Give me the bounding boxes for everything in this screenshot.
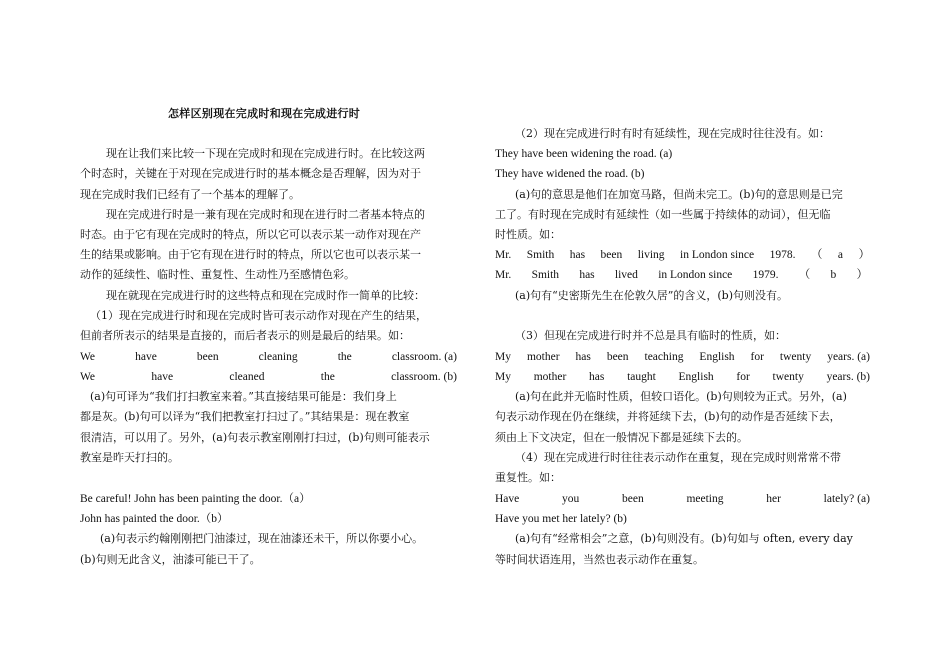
word: been [196, 351, 219, 363]
text-line: (a)句在此并无临时性质，但较口语化。(b)句则较为正式。另外，(a) [515, 390, 847, 403]
example-sentence-b: They have widened the road. (b) [495, 168, 645, 180]
word: ） [858, 249, 870, 261]
word: classroom. [391, 371, 441, 383]
word: been [606, 351, 629, 363]
word: teaching [644, 351, 684, 363]
text-line: 现在就现在完成进行时的这些特点和现在完成时作一简单的比较： [106, 289, 425, 302]
word: cleaning [258, 351, 298, 363]
word: （ [798, 269, 811, 281]
word: in London since [658, 269, 733, 281]
word: English [699, 351, 735, 363]
word: b [830, 269, 837, 281]
word: lived [614, 269, 638, 281]
word: living [637, 249, 665, 261]
word [392, 347, 457, 367]
word: Smith [531, 269, 560, 281]
text-line: (b)句则无此含义，油漆可能已干了。 [80, 553, 261, 566]
word: for [736, 371, 750, 383]
word: classroom. [391, 351, 442, 363]
text-line: 重复性。如： [495, 471, 561, 484]
text-line: 很清洁，可以用了。另外，(a)句表示教室刚刚打扫过，(b)句则可能表示 [80, 431, 430, 444]
word: a [837, 249, 844, 261]
example-sentence-b: Have you met her lately? (b) [495, 513, 627, 525]
word: mother [526, 351, 560, 363]
word: twenty [779, 351, 812, 363]
word: has [569, 249, 586, 261]
word: (a) [857, 351, 870, 363]
text-line: 现在让我们来比较一下现在完成时和现在完成进行时。在比较这两 [106, 147, 425, 160]
text-line: 现在完成时我们已经有了一个基本的理解了。 [80, 188, 300, 201]
word: 1978. [769, 249, 796, 261]
word: been [600, 249, 623, 261]
word: (a) [444, 351, 457, 363]
word: cleaned [229, 371, 265, 383]
word: （ [810, 249, 823, 261]
word: for [750, 351, 764, 363]
word: meeting [686, 493, 724, 505]
text-line: 现在完成进行时是一兼有现在完成时和现在进行时二者基本特点的 [106, 208, 425, 221]
text-line: (a)句表示约翰刚刚把门油漆过，现在油漆还未干，所以你要小心。 [100, 532, 424, 545]
word: has [579, 269, 595, 281]
example-sentence-a [495, 489, 870, 509]
example-sentence-b [495, 367, 870, 387]
section-heading: （3）但现在完成进行时并不总是具有临时的性质，如： [515, 329, 786, 342]
word: twenty [772, 371, 804, 383]
word: Smith [526, 249, 555, 261]
word: lately? [823, 493, 855, 505]
word: her [766, 493, 781, 505]
text-line: 时性质。如： [495, 228, 561, 241]
section-heading: （4）现在完成进行时往往表示动作在重复，现在完成时则常常不带 [515, 451, 841, 464]
word: have [135, 351, 157, 363]
word: (a) [857, 493, 870, 505]
word: English [678, 371, 714, 383]
text-line: 工了。有时现在完成时有延续性（如一些属于持续体的动词），但无临 [495, 208, 831, 221]
text-line: 须由上下文决定，但在一般情况下都是延续下去的。 [495, 431, 748, 444]
text-line: 时态。由于它有现在完成时的特点，所以它可以表示某一动作对现在产 [80, 228, 421, 241]
text-line: (a)句有“经常相会”之意，(b)句则没有。(b)句如与 often, every day [515, 532, 853, 545]
text-line: 但前者所表示的结果是直接的，而后者表示的则是最后的结果。如： [80, 329, 410, 342]
word: We [80, 351, 96, 363]
example-sentence-a: They have been widening the road. (a) [495, 148, 673, 160]
word [827, 347, 870, 367]
word [827, 367, 870, 387]
text-line: 都是灰。(b)句可以译为“我们把教室打扫过了。”其结果是：现在教室 [80, 410, 410, 423]
word: been [621, 493, 644, 505]
text-line: 等时间状语连用，当然也表示动作在重复。 [495, 553, 704, 566]
section-heading: （2）现在完成进行时有时有延续性，现在完成时往往没有。如： [515, 127, 830, 140]
word: My [495, 351, 511, 363]
text-line: 动作的延续性、临时性、重复性、生动性乃至感情色彩。 [80, 268, 355, 281]
text-line: 教室是昨天打扫的。 [80, 451, 179, 464]
word: taught [627, 371, 656, 383]
text-line: （1）现在完成进行时和现在完成时皆可表示动作对现在产生的结果， [90, 309, 427, 322]
example-sentence-a: Be careful! John has been painting the door.（a） [80, 493, 311, 505]
word [824, 489, 870, 509]
word: Mr. [495, 249, 512, 261]
word: (b) [443, 371, 457, 383]
example-sentence-b [80, 367, 457, 387]
text-line: (a)句可译为“我们打扫教室来着。”其直接结果可能是：我们身上 [90, 390, 397, 403]
word: (b) [856, 371, 870, 383]
text-line: 句表示动作现在仍在继续，并将延续下去，(b)句的动作是否延续下去， [495, 410, 841, 423]
text-line: (a)句的意思是他们在加宽马路，但尚未完工。(b)句的意思则是已完 [515, 188, 843, 201]
word: We [80, 371, 96, 383]
example-sentence-a [495, 347, 870, 367]
document-title: 怎样区别现在完成时和现在完成进行时 [168, 107, 361, 120]
word: Mr. [495, 269, 512, 281]
word: have [151, 371, 174, 383]
example-sentence-a [80, 347, 457, 367]
word: My [495, 371, 511, 383]
example-sentence-b: John has painted the door.（b） [80, 513, 229, 525]
example-sentence-b [495, 265, 870, 285]
word: has [575, 351, 591, 363]
word: 1979. [752, 269, 779, 281]
word: mother [533, 371, 567, 383]
text-line: (a)句有“史密斯先生在伦敦久居”的含义，(b)句则没有。 [515, 289, 789, 302]
word: ） [856, 269, 868, 281]
text-line: 生的结果或影响。由于它有现在进行时的特点，所以它也可以表示某一 [80, 248, 421, 261]
example-sentence-a [495, 245, 870, 265]
word: has [589, 371, 605, 383]
word: Have [495, 493, 520, 505]
text-line: 个时态时，关键在于对现在完成进行时的基本概念是否理解，因为对于 [80, 167, 421, 180]
word: the [320, 371, 335, 383]
word: you [562, 493, 580, 505]
word [391, 367, 457, 387]
word: years. [827, 351, 855, 363]
word: years. [826, 371, 854, 383]
word: in London since [680, 249, 755, 261]
word: the [337, 351, 352, 363]
